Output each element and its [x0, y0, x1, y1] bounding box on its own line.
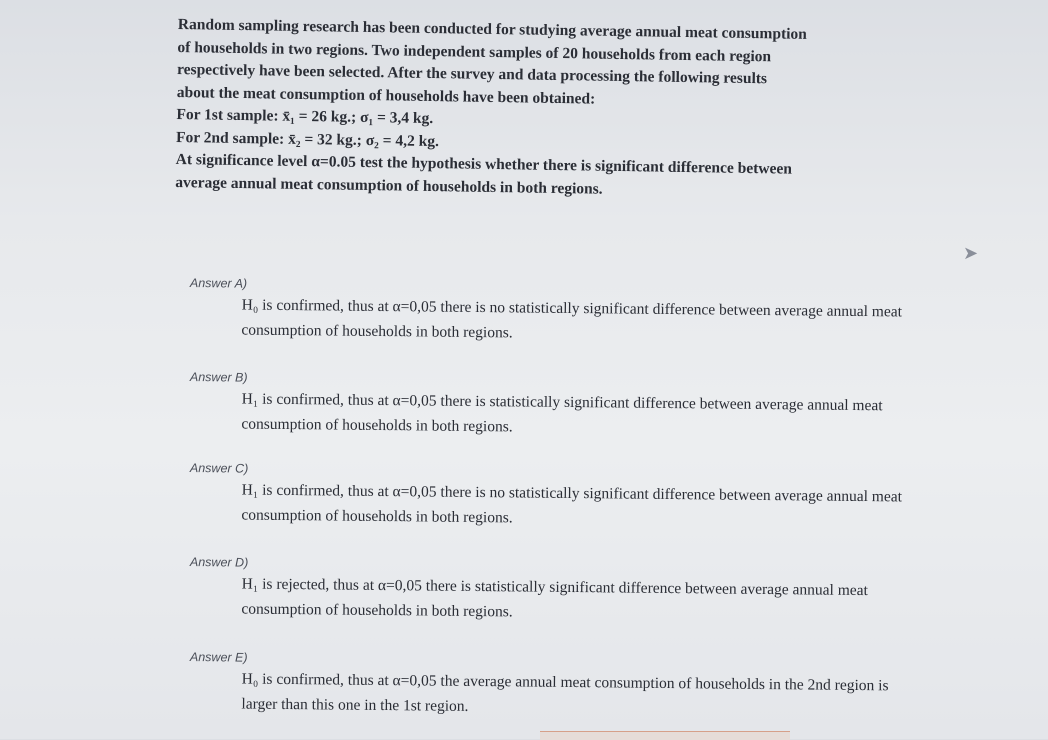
question-line: Random sampling research has been conducted for studying average annual meat consumption	[177, 15, 808, 43]
answer-text: H₁ is rejected, thus at α=0,05 there is statistically significant difference between average annual meat consumption of households in both regions.	[241, 575, 869, 621]
answer-option-b[interactable]	[189, 370, 922, 444]
question-line: average annual meat consumption of households in both regions.	[175, 173, 603, 198]
question-line: respectively have been selected. After the survey and data processing the following results	[176, 60, 768, 88]
answer-label: Answer B)	[189, 370, 248, 385]
answer-label: Answer C)	[189, 461, 249, 476]
sample1-stats: For 1st sample: x̄₁ = 26 kg.; σ₁ = 3,4 kg.	[176, 105, 434, 128]
question-line: At significance level α=0.05 test the hypothesis whether there is significant difference between	[175, 150, 793, 178]
mouse-cursor-icon: ➤	[963, 243, 979, 264]
answer-text: H₁ is confirmed, thus at α=0,05 there is no statistically significant difference between average annual meat consumption of households in both regions.	[241, 481, 903, 527]
answer-label: Answer A)	[189, 276, 248, 291]
answer-text: H₀ is confirmed, thus at α=0,05 there is no statistically significant difference between average annual meat consumption of households in both regions.	[241, 296, 903, 342]
answer-label: Answer E)	[189, 650, 248, 665]
question-text	[175, 14, 918, 206]
sample2-stats: For 2nd sample: x̄₂ = 32 kg.; σ₂ = 4,2 kg.	[175, 128, 440, 150]
answer-text: H₁ is confirmed, thus at α=0,05 there is statistically significant difference between average annual meat consumption of households in both regions.	[241, 390, 883, 436]
answer-option-c[interactable]	[189, 461, 922, 535]
answer-label: Answer D)	[189, 555, 249, 570]
answer-option-a[interactable]	[189, 276, 922, 350]
answer-text: H₀ is confirmed, thus at α=0,05 the average annual meat consumption of households in the 2nd region is larger than this one in the 1st region.	[241, 670, 889, 715]
question-line: about the meat consumption of households have been obtained:	[176, 83, 596, 108]
answer-option-e[interactable]	[189, 650, 922, 724]
answer-option-d[interactable]	[189, 555, 922, 629]
question-line: of households in two regions. Two independent samples of 20 households from each region	[177, 38, 772, 65]
